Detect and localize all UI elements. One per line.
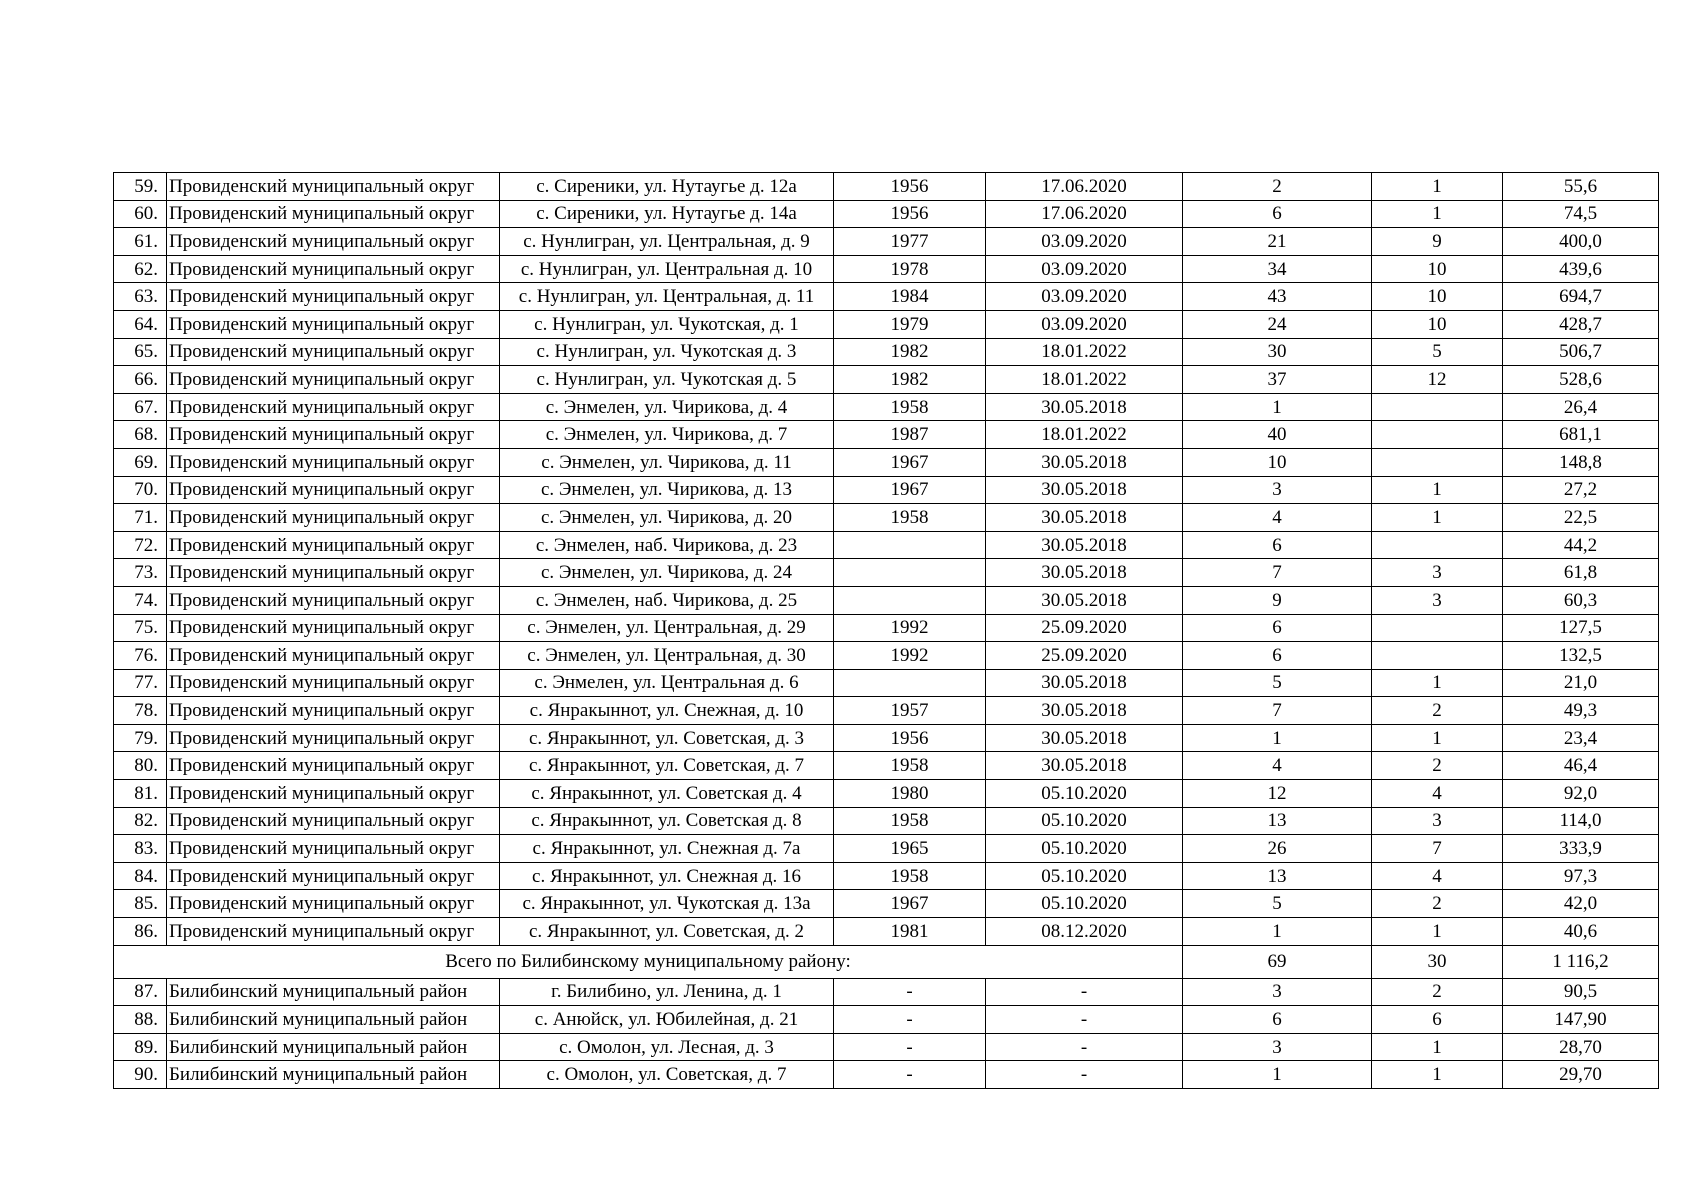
- date-cell: 08.12.2020: [986, 918, 1183, 946]
- row-number-cell: 62.: [114, 255, 167, 283]
- year-cell: 1982: [834, 338, 986, 366]
- year-cell: 1958: [834, 504, 986, 532]
- count-cell: 6: [1183, 531, 1372, 559]
- address-cell: с. Нунлигран, ул. Центральная, д. 11: [500, 283, 834, 311]
- count-cell: 6: [1183, 642, 1372, 670]
- municipality-cell: Провиденский муниципальный округ: [167, 338, 500, 366]
- count-secondary-cell: 1: [1372, 476, 1503, 504]
- date-cell: -: [986, 1033, 1183, 1061]
- year-cell: [834, 559, 986, 587]
- count-secondary-cell: 7: [1372, 835, 1503, 863]
- area-cell: 74,5: [1503, 200, 1659, 228]
- address-cell: с. Сиреники, ул. Нутаугье д. 12а: [500, 173, 834, 201]
- table-row: [114, 448, 1659, 476]
- row-number-cell: 75.: [114, 614, 167, 642]
- row-number-cell: 61.: [114, 228, 167, 256]
- year-cell: -: [834, 1006, 986, 1034]
- municipality-cell: Провиденский муниципальный округ: [167, 393, 500, 421]
- date-cell: 30.05.2018: [986, 724, 1183, 752]
- count-secondary-cell: 12: [1372, 366, 1503, 394]
- table-row: [114, 835, 1659, 863]
- address-cell: с. Нунлигран, ул. Центральная, д. 9: [500, 228, 834, 256]
- count-secondary-cell: 2: [1372, 978, 1503, 1006]
- year-cell: -: [834, 1033, 986, 1061]
- count-secondary-cell: [1372, 421, 1503, 449]
- municipality-cell: Билибинский муниципальный район: [167, 1006, 500, 1034]
- area-cell: 22,5: [1503, 504, 1659, 532]
- year-cell: 1956: [834, 200, 986, 228]
- count-secondary-cell: 2: [1372, 697, 1503, 725]
- count-secondary-cell: 9: [1372, 228, 1503, 256]
- row-number-cell: 64.: [114, 310, 167, 338]
- row-number-cell: 85.: [114, 890, 167, 918]
- area-cell: 29,70: [1503, 1061, 1659, 1089]
- housing-registry-table: [113, 172, 1659, 1089]
- row-number-cell: 71.: [114, 504, 167, 532]
- count-cell: 1: [1183, 724, 1372, 752]
- date-cell: 03.09.2020: [986, 283, 1183, 311]
- row-number-cell: 69.: [114, 448, 167, 476]
- area-cell: 681,1: [1503, 421, 1659, 449]
- area-cell: 49,3: [1503, 697, 1659, 725]
- count-secondary-cell: 5: [1372, 338, 1503, 366]
- row-number-cell: 77.: [114, 669, 167, 697]
- municipality-cell: Провиденский муниципальный округ: [167, 228, 500, 256]
- municipality-cell: Билибинский муниципальный район: [167, 1061, 500, 1089]
- row-number-cell: 87.: [114, 978, 167, 1006]
- count-cell: 3: [1183, 978, 1372, 1006]
- address-cell: с. Энмелен, ул. Центральная д. 6: [500, 669, 834, 697]
- area-cell: 694,7: [1503, 283, 1659, 311]
- municipality-cell: Провиденский муниципальный округ: [167, 642, 500, 670]
- count-cell: 6: [1183, 1006, 1372, 1034]
- area-cell: 506,7: [1503, 338, 1659, 366]
- count-cell: 1: [1183, 918, 1372, 946]
- municipality-cell: Провиденский муниципальный округ: [167, 862, 500, 890]
- municipality-cell: Провиденский муниципальный округ: [167, 504, 500, 532]
- date-cell: 17.06.2020: [986, 173, 1183, 201]
- municipality-cell: Провиденский муниципальный округ: [167, 697, 500, 725]
- address-cell: с. Энмелен, ул. Чирикова, д. 24: [500, 559, 834, 587]
- address-cell: с. Энмелен, ул. Центральная, д. 30: [500, 642, 834, 670]
- year-cell: 1981: [834, 918, 986, 946]
- row-number-cell: 66.: [114, 366, 167, 394]
- table-row: [114, 862, 1659, 890]
- count-cell: 37: [1183, 366, 1372, 394]
- total-label-cell: Всего по Билибинскому муниципальному району:: [114, 945, 1183, 978]
- area-cell: 44,2: [1503, 531, 1659, 559]
- municipality-cell: Провиденский муниципальный округ: [167, 173, 500, 201]
- municipality-cell: Провиденский муниципальный округ: [167, 614, 500, 642]
- area-cell: 439,6: [1503, 255, 1659, 283]
- year-cell: -: [834, 978, 986, 1006]
- year-cell: 1956: [834, 173, 986, 201]
- area-cell: 428,7: [1503, 310, 1659, 338]
- table-row: [114, 476, 1659, 504]
- year-cell: 1992: [834, 642, 986, 670]
- area-cell: 400,0: [1503, 228, 1659, 256]
- date-cell: 03.09.2020: [986, 228, 1183, 256]
- address-cell: с. Янракыннот, ул. Советская, д. 7: [500, 752, 834, 780]
- count-secondary-cell: 4: [1372, 780, 1503, 808]
- area-cell: 333,9: [1503, 835, 1659, 863]
- count-cell: 2: [1183, 173, 1372, 201]
- row-number-cell: 60.: [114, 200, 167, 228]
- count-cell: 4: [1183, 504, 1372, 532]
- row-number-cell: 89.: [114, 1033, 167, 1061]
- row-number-cell: 84.: [114, 862, 167, 890]
- municipality-cell: Провиденский муниципальный округ: [167, 448, 500, 476]
- count-secondary-cell: [1372, 393, 1503, 421]
- table-row: [114, 393, 1659, 421]
- table-row: [114, 366, 1659, 394]
- count-cell: 40: [1183, 421, 1372, 449]
- row-number-cell: 80.: [114, 752, 167, 780]
- area-cell: 55,6: [1503, 173, 1659, 201]
- year-cell: 1978: [834, 255, 986, 283]
- total-row: [114, 945, 1659, 978]
- row-number-cell: 81.: [114, 780, 167, 808]
- municipality-cell: Провиденский муниципальный округ: [167, 200, 500, 228]
- year-cell: 1980: [834, 780, 986, 808]
- address-cell: г. Билибино, ул. Ленина, д. 1: [500, 978, 834, 1006]
- date-cell: 18.01.2022: [986, 421, 1183, 449]
- table-row: [114, 807, 1659, 835]
- count-cell: 6: [1183, 614, 1372, 642]
- date-cell: 05.10.2020: [986, 807, 1183, 835]
- municipality-cell: Провиденский муниципальный округ: [167, 724, 500, 752]
- total-count-secondary-cell: 30: [1372, 945, 1503, 978]
- count-secondary-cell: 1: [1372, 200, 1503, 228]
- address-cell: с. Сиреники, ул. Нутаугье д. 14а: [500, 200, 834, 228]
- count-secondary-cell: 10: [1372, 310, 1503, 338]
- address-cell: с. Янракыннот, ул. Советская, д. 3: [500, 724, 834, 752]
- area-cell: 97,3: [1503, 862, 1659, 890]
- municipality-cell: Билибинский муниципальный район: [167, 1033, 500, 1061]
- count-secondary-cell: 3: [1372, 559, 1503, 587]
- table-row: [114, 642, 1659, 670]
- date-cell: 18.01.2022: [986, 338, 1183, 366]
- row-number-cell: 67.: [114, 393, 167, 421]
- date-cell: 30.05.2018: [986, 752, 1183, 780]
- address-cell: с. Омолон, ул. Советская, д. 7: [500, 1061, 834, 1089]
- row-number-cell: 79.: [114, 724, 167, 752]
- address-cell: с. Нунлигран, ул. Чукотская, д. 1: [500, 310, 834, 338]
- municipality-cell: Билибинский муниципальный район: [167, 978, 500, 1006]
- table-row: [114, 724, 1659, 752]
- date-cell: 30.05.2018: [986, 559, 1183, 587]
- count-secondary-cell: [1372, 448, 1503, 476]
- count-cell: 9: [1183, 586, 1372, 614]
- area-cell: 46,4: [1503, 752, 1659, 780]
- year-cell: 1958: [834, 393, 986, 421]
- date-cell: 05.10.2020: [986, 862, 1183, 890]
- count-secondary-cell: 6: [1372, 1006, 1503, 1034]
- year-cell: 1977: [834, 228, 986, 256]
- row-number-cell: 70.: [114, 476, 167, 504]
- address-cell: с. Энмелен, ул. Центральная, д. 29: [500, 614, 834, 642]
- row-number-cell: 83.: [114, 835, 167, 863]
- table-row: [114, 752, 1659, 780]
- date-cell: 30.05.2018: [986, 448, 1183, 476]
- count-cell: 7: [1183, 559, 1372, 587]
- count-secondary-cell: [1372, 531, 1503, 559]
- table-row: [114, 697, 1659, 725]
- area-cell: 42,0: [1503, 890, 1659, 918]
- address-cell: с. Янракыннот, ул. Чукотская д. 13а: [500, 890, 834, 918]
- count-secondary-cell: 3: [1372, 586, 1503, 614]
- row-number-cell: 65.: [114, 338, 167, 366]
- table-row: [114, 173, 1659, 201]
- count-secondary-cell: [1372, 642, 1503, 670]
- date-cell: 05.10.2020: [986, 835, 1183, 863]
- address-cell: с. Нунлигран, ул. Чукотская д. 5: [500, 366, 834, 394]
- municipality-cell: Провиденский муниципальный округ: [167, 918, 500, 946]
- count-secondary-cell: 2: [1372, 752, 1503, 780]
- municipality-cell: Провиденский муниципальный округ: [167, 586, 500, 614]
- address-cell: с. Янракыннот, ул. Снежная, д. 10: [500, 697, 834, 725]
- address-cell: с. Энмелен, ул. Чирикова, д. 7: [500, 421, 834, 449]
- year-cell: 1956: [834, 724, 986, 752]
- count-cell: 1: [1183, 1061, 1372, 1089]
- count-secondary-cell: 1: [1372, 173, 1503, 201]
- municipality-cell: Провиденский муниципальный округ: [167, 890, 500, 918]
- count-secondary-cell: [1372, 614, 1503, 642]
- count-cell: 1: [1183, 393, 1372, 421]
- table-row: [114, 918, 1659, 946]
- count-cell: 12: [1183, 780, 1372, 808]
- municipality-cell: Провиденский муниципальный округ: [167, 752, 500, 780]
- count-secondary-cell: 10: [1372, 283, 1503, 311]
- count-cell: 43: [1183, 283, 1372, 311]
- table-row: [114, 1006, 1659, 1034]
- count-secondary-cell: 1: [1372, 724, 1503, 752]
- date-cell: 30.05.2018: [986, 697, 1183, 725]
- row-number-cell: 90.: [114, 1061, 167, 1089]
- address-cell: с. Янракыннот, ул. Снежная д. 7а: [500, 835, 834, 863]
- date-cell: 30.05.2018: [986, 669, 1183, 697]
- row-number-cell: 82.: [114, 807, 167, 835]
- area-cell: 27,2: [1503, 476, 1659, 504]
- area-cell: 148,8: [1503, 448, 1659, 476]
- year-cell: 1967: [834, 448, 986, 476]
- date-cell: 17.06.2020: [986, 200, 1183, 228]
- count-secondary-cell: 1: [1372, 1061, 1503, 1089]
- count-cell: 3: [1183, 1033, 1372, 1061]
- count-cell: 5: [1183, 669, 1372, 697]
- area-cell: 21,0: [1503, 669, 1659, 697]
- table-row: [114, 669, 1659, 697]
- date-cell: -: [986, 1061, 1183, 1089]
- area-cell: 23,4: [1503, 724, 1659, 752]
- area-cell: 114,0: [1503, 807, 1659, 835]
- count-cell: 21: [1183, 228, 1372, 256]
- table-row: [114, 283, 1659, 311]
- table-row: [114, 338, 1659, 366]
- area-cell: 90,5: [1503, 978, 1659, 1006]
- count-secondary-cell: 2: [1372, 890, 1503, 918]
- row-number-cell: 88.: [114, 1006, 167, 1034]
- count-cell: 7: [1183, 697, 1372, 725]
- year-cell: 1957: [834, 697, 986, 725]
- table-row: [114, 890, 1659, 918]
- address-cell: с. Янракыннот, ул. Советская д. 8: [500, 807, 834, 835]
- address-cell: с. Энмелен, ул. Чирикова, д. 13: [500, 476, 834, 504]
- date-cell: -: [986, 1006, 1183, 1034]
- date-cell: 25.09.2020: [986, 642, 1183, 670]
- year-cell: 1967: [834, 890, 986, 918]
- table-row: [114, 1061, 1659, 1089]
- row-number-cell: 72.: [114, 531, 167, 559]
- count-secondary-cell: 10: [1372, 255, 1503, 283]
- address-cell: с. Энмелен, наб. Чирикова, д. 25: [500, 586, 834, 614]
- municipality-cell: Провиденский муниципальный округ: [167, 780, 500, 808]
- area-cell: 26,4: [1503, 393, 1659, 421]
- count-cell: 24: [1183, 310, 1372, 338]
- address-cell: с. Энмелен, ул. Чирикова, д. 20: [500, 504, 834, 532]
- date-cell: 25.09.2020: [986, 614, 1183, 642]
- count-secondary-cell: 1: [1372, 918, 1503, 946]
- year-cell: [834, 669, 986, 697]
- count-cell: 13: [1183, 862, 1372, 890]
- municipality-cell: Провиденский муниципальный округ: [167, 835, 500, 863]
- row-number-cell: 68.: [114, 421, 167, 449]
- year-cell: 1958: [834, 807, 986, 835]
- year-cell: [834, 586, 986, 614]
- municipality-cell: Провиденский муниципальный округ: [167, 421, 500, 449]
- count-secondary-cell: 4: [1372, 862, 1503, 890]
- address-cell: с. Нунлигран, ул. Чукотская д. 3: [500, 338, 834, 366]
- area-cell: 28,70: [1503, 1033, 1659, 1061]
- table-row: [114, 780, 1659, 808]
- table-row: [114, 559, 1659, 587]
- year-cell: 1967: [834, 476, 986, 504]
- count-secondary-cell: 1: [1372, 1033, 1503, 1061]
- row-number-cell: 63.: [114, 283, 167, 311]
- year-cell: -: [834, 1061, 986, 1089]
- address-cell: с. Омолон, ул. Лесная, д. 3: [500, 1033, 834, 1061]
- date-cell: 30.05.2018: [986, 504, 1183, 532]
- area-cell: 127,5: [1503, 614, 1659, 642]
- area-cell: 60,3: [1503, 586, 1659, 614]
- municipality-cell: Провиденский муниципальный округ: [167, 476, 500, 504]
- date-cell: 03.09.2020: [986, 310, 1183, 338]
- count-cell: 5: [1183, 890, 1372, 918]
- count-cell: 3: [1183, 476, 1372, 504]
- count-cell: 26: [1183, 835, 1372, 863]
- table-row: [114, 200, 1659, 228]
- table-row: [114, 978, 1659, 1006]
- date-cell: 30.05.2018: [986, 531, 1183, 559]
- table-row: [114, 255, 1659, 283]
- year-cell: 1987: [834, 421, 986, 449]
- row-number-cell: 76.: [114, 642, 167, 670]
- table-row: [114, 531, 1659, 559]
- table-row: [114, 614, 1659, 642]
- table-row: [114, 421, 1659, 449]
- table-row: [114, 228, 1659, 256]
- date-cell: -: [986, 978, 1183, 1006]
- year-cell: 1982: [834, 366, 986, 394]
- year-cell: 1979: [834, 310, 986, 338]
- area-cell: 92,0: [1503, 780, 1659, 808]
- municipality-cell: Провиденский муниципальный округ: [167, 255, 500, 283]
- count-secondary-cell: 1: [1372, 504, 1503, 532]
- count-secondary-cell: 1: [1372, 669, 1503, 697]
- total-count-cell: 69: [1183, 945, 1372, 978]
- address-cell: с. Энмелен, наб. Чирикова, д. 23: [500, 531, 834, 559]
- date-cell: 30.05.2018: [986, 476, 1183, 504]
- address-cell: с. Энмелен, ул. Чирикова, д. 4: [500, 393, 834, 421]
- address-cell: с. Янракыннот, ул. Снежная д. 16: [500, 862, 834, 890]
- year-cell: 1984: [834, 283, 986, 311]
- table-row: [114, 310, 1659, 338]
- count-secondary-cell: 3: [1372, 807, 1503, 835]
- address-cell: с. Энмелен, ул. Чирикова, д. 11: [500, 448, 834, 476]
- area-cell: 40,6: [1503, 918, 1659, 946]
- table-body: [114, 173, 1659, 1089]
- municipality-cell: Провиденский муниципальный округ: [167, 366, 500, 394]
- municipality-cell: Провиденский муниципальный округ: [167, 531, 500, 559]
- area-cell: 147,90: [1503, 1006, 1659, 1034]
- row-number-cell: 59.: [114, 173, 167, 201]
- municipality-cell: Провиденский муниципальный округ: [167, 283, 500, 311]
- municipality-cell: Провиденский муниципальный округ: [167, 669, 500, 697]
- area-cell: 132,5: [1503, 642, 1659, 670]
- municipality-cell: Провиденский муниципальный округ: [167, 807, 500, 835]
- row-number-cell: 73.: [114, 559, 167, 587]
- municipality-cell: Провиденский муниципальный округ: [167, 559, 500, 587]
- address-cell: с. Нунлигран, ул. Центральная д. 10: [500, 255, 834, 283]
- date-cell: 30.05.2018: [986, 393, 1183, 421]
- year-cell: 1958: [834, 862, 986, 890]
- count-cell: 6: [1183, 200, 1372, 228]
- count-cell: 4: [1183, 752, 1372, 780]
- date-cell: 03.09.2020: [986, 255, 1183, 283]
- year-cell: 1992: [834, 614, 986, 642]
- row-number-cell: 74.: [114, 586, 167, 614]
- date-cell: 30.05.2018: [986, 586, 1183, 614]
- row-number-cell: 86.: [114, 918, 167, 946]
- address-cell: с. Янракыннот, ул. Советская, д. 2: [500, 918, 834, 946]
- year-cell: 1958: [834, 752, 986, 780]
- year-cell: 1965: [834, 835, 986, 863]
- area-cell: 528,6: [1503, 366, 1659, 394]
- total-area-cell: 1 116,2: [1503, 945, 1659, 978]
- date-cell: 18.01.2022: [986, 366, 1183, 394]
- address-cell: с. Янракыннот, ул. Советская д. 4: [500, 780, 834, 808]
- count-cell: 13: [1183, 807, 1372, 835]
- address-cell: с. Анюйск, ул. Юбилейная, д. 21: [500, 1006, 834, 1034]
- count-cell: 34: [1183, 255, 1372, 283]
- year-cell: [834, 531, 986, 559]
- date-cell: 05.10.2020: [986, 890, 1183, 918]
- municipality-cell: Провиденский муниципальный округ: [167, 310, 500, 338]
- table-row: [114, 1033, 1659, 1061]
- row-number-cell: 78.: [114, 697, 167, 725]
- date-cell: 05.10.2020: [986, 780, 1183, 808]
- area-cell: 61,8: [1503, 559, 1659, 587]
- table-row: [114, 504, 1659, 532]
- count-cell: 10: [1183, 448, 1372, 476]
- table-row: [114, 586, 1659, 614]
- count-cell: 30: [1183, 338, 1372, 366]
